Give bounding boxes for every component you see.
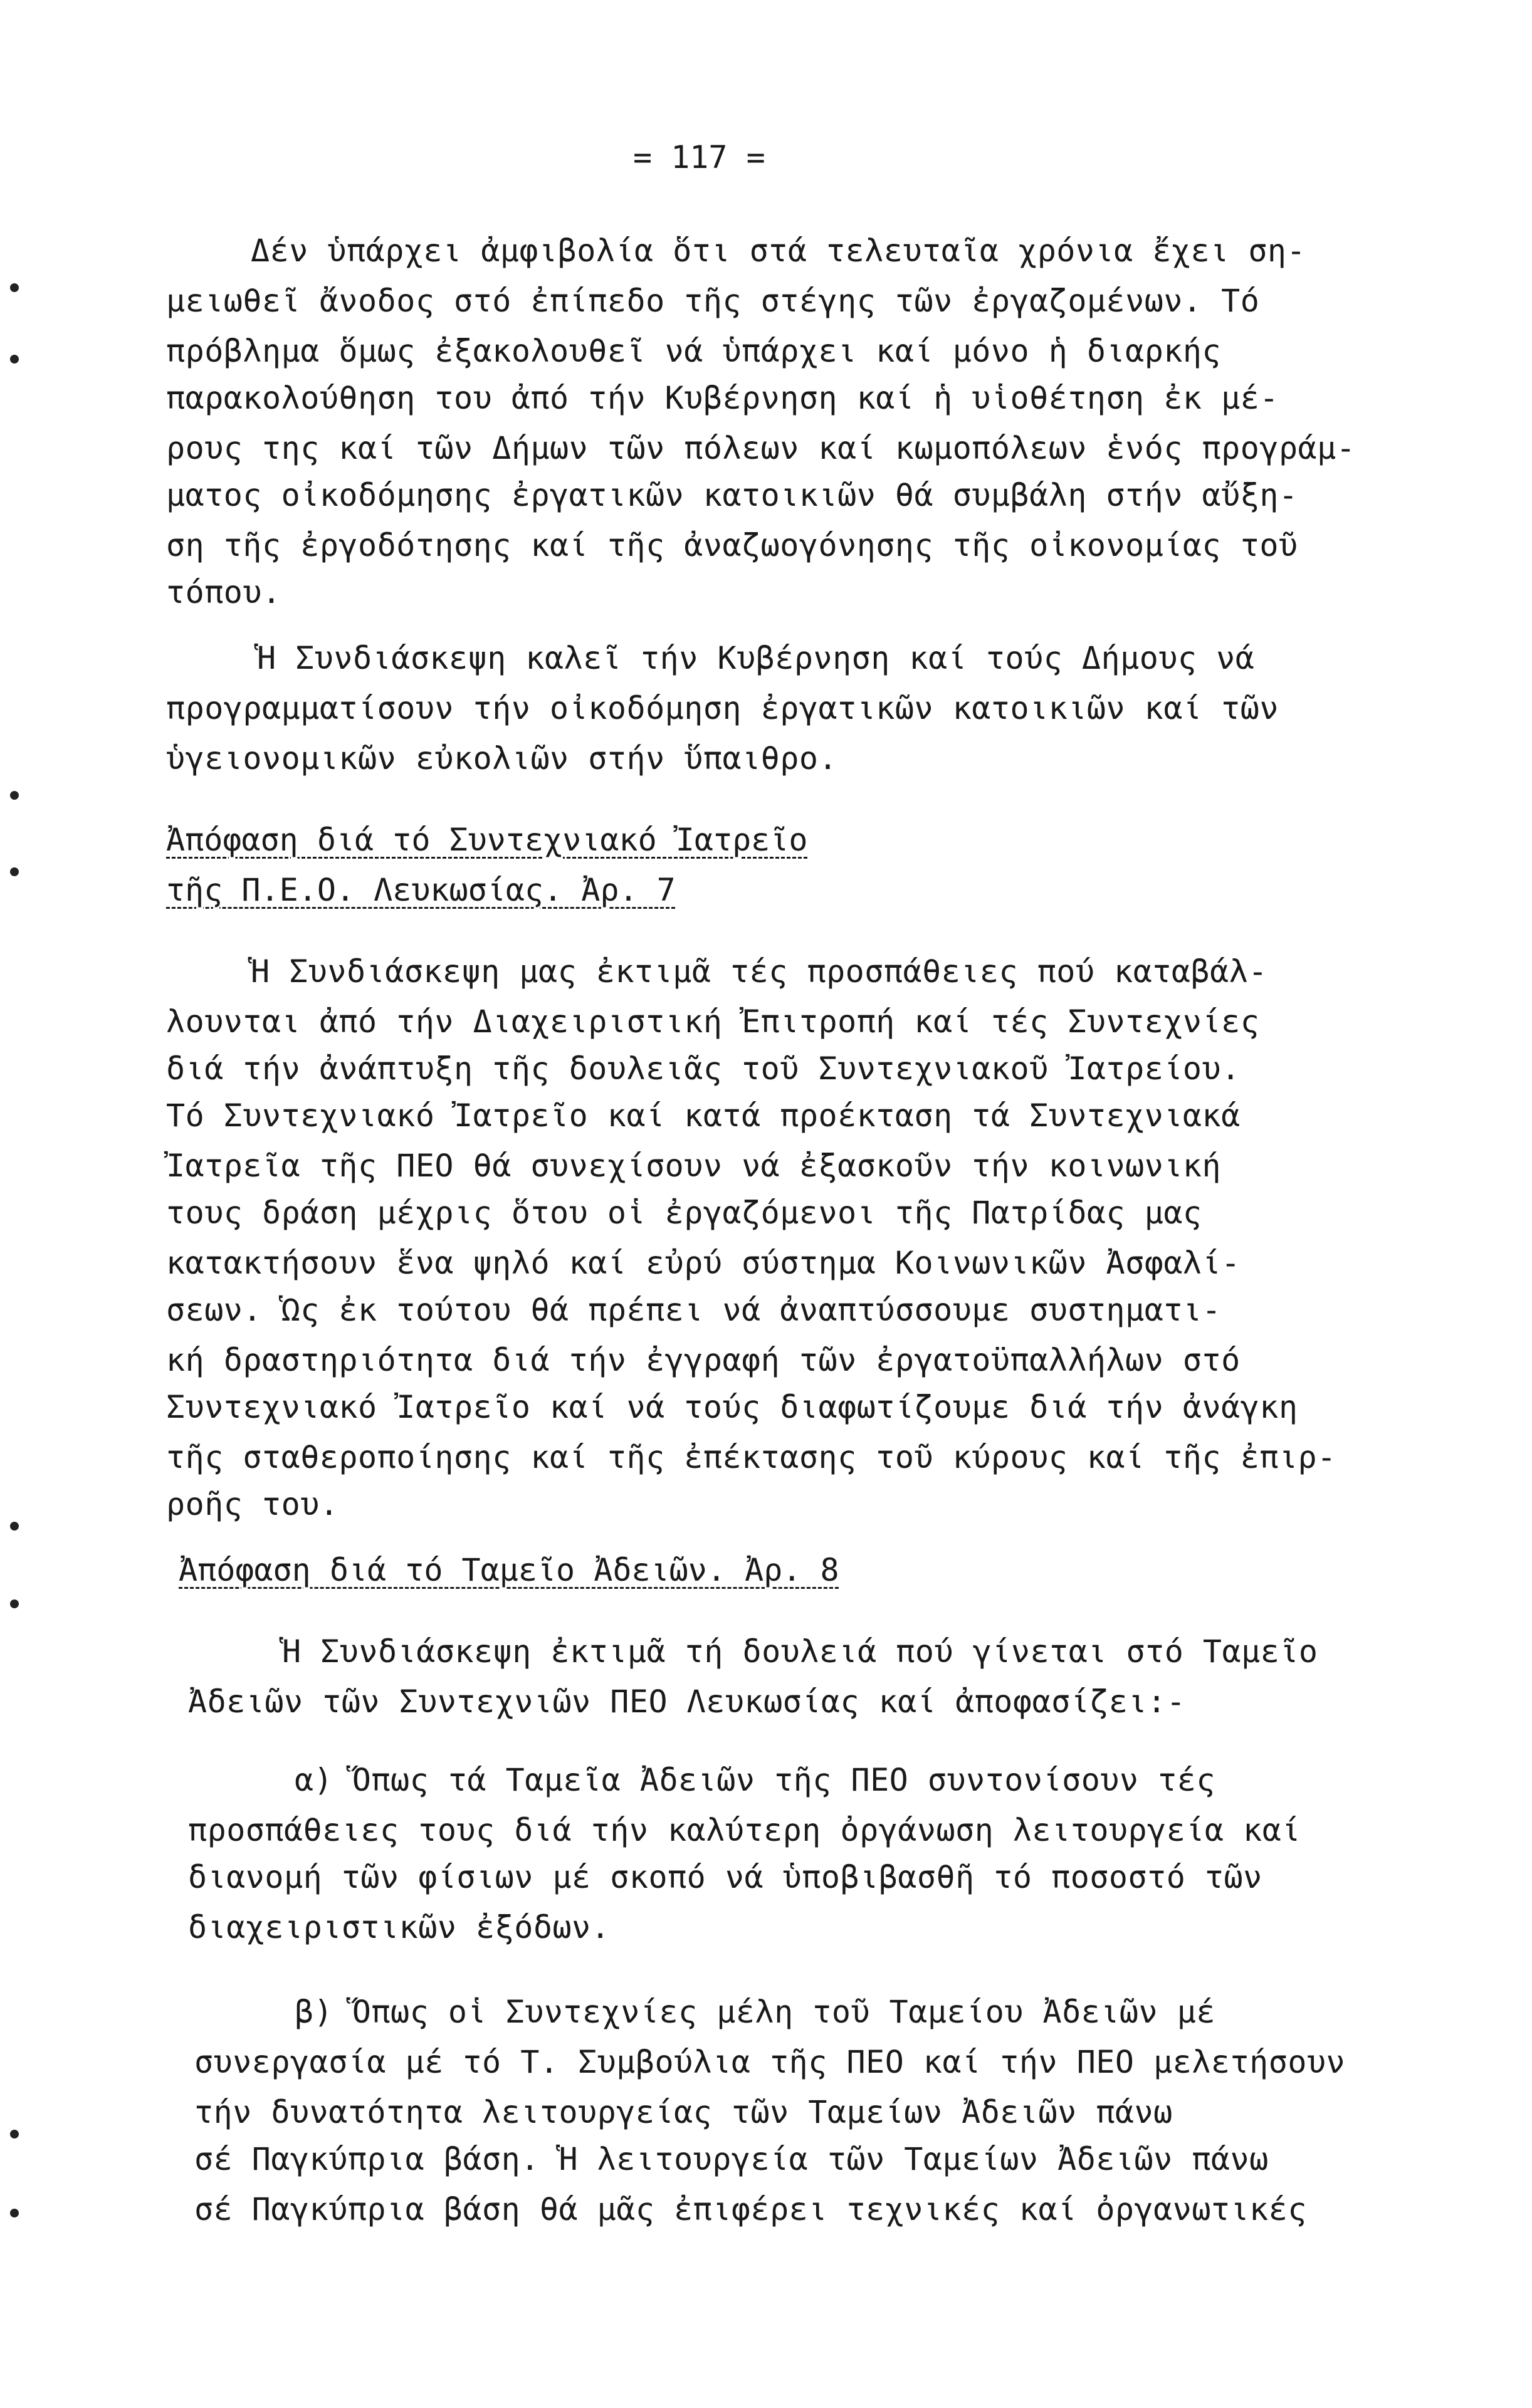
- section-heading: Ἀπόφαση διά τό Συντεχνιακό Ἰατρεῖο: [166, 822, 808, 858]
- text-line: συνεργασία μέ τό Τ. Συμβούλια τῆς ΠΕΟ καί τήν ΠΕΟ μελετήσουν: [194, 2044, 1346, 2080]
- text-line: ματος οἰκοδόμησης ἐργατικῶν κατοικιῶν θά συμβάλη στήν αὔξη-: [166, 477, 1298, 513]
- text-line: διανομή τῶν φίσιων μέ σκοπό νά ὑποβιβασθῆ τό ποσοστό τῶν: [188, 1859, 1262, 1895]
- text-line: διαχειριστικῶν ἐξόδων.: [188, 1909, 611, 1945]
- text-line: Ἰατρεῖα τῆς ΠΕΟ θά συνεχίσουν νά ἐξασκοῦν τήν κοινωνική: [166, 1148, 1222, 1184]
- text-line: σεων. Ὡς ἐκ τούτου θά πρέπει νά ἀναπτύσσουμε συστηματι-: [166, 1292, 1222, 1328]
- text-line: Ἀδειῶν τῶν Συντεχνιῶν ΠΕΟ Λευκωσίας καί ἀποφασίζει:-: [188, 1683, 1186, 1720]
- text-line: λουνται ἀπό τήν Διαχειριστική Ἐπιτροπή καί τές Συντεχνίες: [166, 1003, 1260, 1040]
- text-line: α) Ὅπως τά Ταμεῖα Ἀδειῶν τῆς ΠΕΟ συντονίσουν τές: [295, 1762, 1215, 1798]
- text-line: κατακτήσουν ἕνα ψηλό καί εὐρύ σύστημα Κοινωνικῶν Ἀσφαλί-: [166, 1245, 1241, 1281]
- text-line: παρακολούθηση του ἀπό τήν Κυβέρνηση καί ἡ υἱοθέτηση ἐκ μέ-: [166, 380, 1279, 416]
- text-line: τήν δυνατότητα λειτουργείας τῶν Ταμείων Ἀδειῶν πάνω: [194, 2094, 1173, 2130]
- text-line: ροῆς του.: [166, 1486, 339, 1522]
- text-line: προσπάθειες τους διά τήν καλύτερη ὀργάνωση λειτουργεία καί: [188, 1812, 1301, 1848]
- margin-dot: [10, 2209, 19, 2217]
- margin-dot: [10, 791, 19, 800]
- text-line: σέ Παγκύπρια βάση. Ἡ λειτουργεία τῶν Ταμείων Ἀδειῶν πάνω: [194, 2141, 1269, 2177]
- text-line: Τό Συντεχνιακό Ἰατρεῖο καί κατά προέκταση τά Συντεχνιακά: [166, 1097, 1241, 1134]
- text-line: Δέν ὑπάρχει ἀμφιβολία ὅτι στά τελευταῖα χρόνια ἔχει ση-: [251, 233, 1306, 269]
- section-heading: Ἀπόφαση διά τό Ταμεῖο Ἀδειῶν. Ἀρ. 8: [179, 1552, 839, 1588]
- margin-dot: [10, 1599, 19, 1608]
- text-line: Ἡ Συνδιάσκεψη καλεῖ τήν Κυβέρνηση καί τούς Δήμους νά: [257, 640, 1255, 676]
- text-line: Ἡ Συνδιάσκεψη μας ἐκτιμᾶ τές προσπάθειες πού καταβάλ-: [251, 953, 1267, 990]
- margin-dot: [10, 867, 19, 876]
- text-line: Ἡ Συνδιάσκεψη ἐκτιμᾶ τή δουλειά πού γίνεται στό Ταμεῖο: [282, 1633, 1318, 1670]
- text-line: τόπου.: [166, 574, 281, 610]
- text-line: β) Ὅπως οἱ Συντεχνίες μέλη τοῦ Ταμείου Ἀδειῶν μέ: [295, 1994, 1215, 2030]
- section-heading: τῆς Π.Ε.Ο. Λευκωσίας. Ἀρ. 7: [166, 872, 676, 908]
- text-line: πρόβλημα ὅμως ἐξακολουθεῖ νά ὑπάρχει καί μόνο ἡ διαρκής: [166, 333, 1222, 369]
- text-line: μειωθεῖ ἄνοδος στό ἐπίπεδο τῆς στέγης τῶν ἐργαζομένων. Τό: [166, 283, 1260, 319]
- margin-dot: [10, 283, 19, 292]
- margin-dot: [10, 2130, 19, 2138]
- page-number: = 117 =: [633, 139, 765, 175]
- text-line: κή δραστηριότητα διά τήν ἐγγραφή τῶν ἐργατοϋπαλλήλων στό: [166, 1342, 1241, 1378]
- text-line: ὑγειονομικῶν εὐκολιῶν στήν ὕπαιθρο.: [166, 740, 838, 777]
- margin-dot: [10, 355, 19, 364]
- text-line: διά τήν ἀνάπτυξη τῆς δουλειᾶς τοῦ Συντεχνιακοῦ Ἰατρείου.: [166, 1050, 1241, 1087]
- text-line: ρους της καί τῶν Δήμων τῶν πόλεων καί κωμοπόλεων ἑνός προγράμ-: [166, 430, 1356, 466]
- text-line: τους δράση μέχρις ὅτου οἱ ἐργαζόμενοι τῆς Πατρίδας μας: [166, 1195, 1202, 1231]
- text-line: προγραμματίσουν τήν οἰκοδόμηση ἐργατικῶν κατοικιῶν καί τῶν: [166, 690, 1279, 726]
- text-line: Συντεχνιακό Ἰατρεῖο καί νά τούς διαφωτίζουμε διά τήν ἀνάγκη: [166, 1389, 1298, 1425]
- text-line: σέ Παγκύπρια βάση θά μᾶς ἐπιφέρει τεχνικές καί ὀργανωτικές: [194, 2191, 1307, 2227]
- text-line: τῆς σταθεροποίησης καί τῆς ἐπέκτασης τοῦ κύρους καί τῆς ἐπιρ-: [166, 1439, 1336, 1475]
- text-line: ση τῆς ἐργοδότησης καί τῆς ἀναζωογόνησης τῆς οἰκονομίας τοῦ: [166, 527, 1298, 563]
- margin-dot: [10, 1522, 19, 1531]
